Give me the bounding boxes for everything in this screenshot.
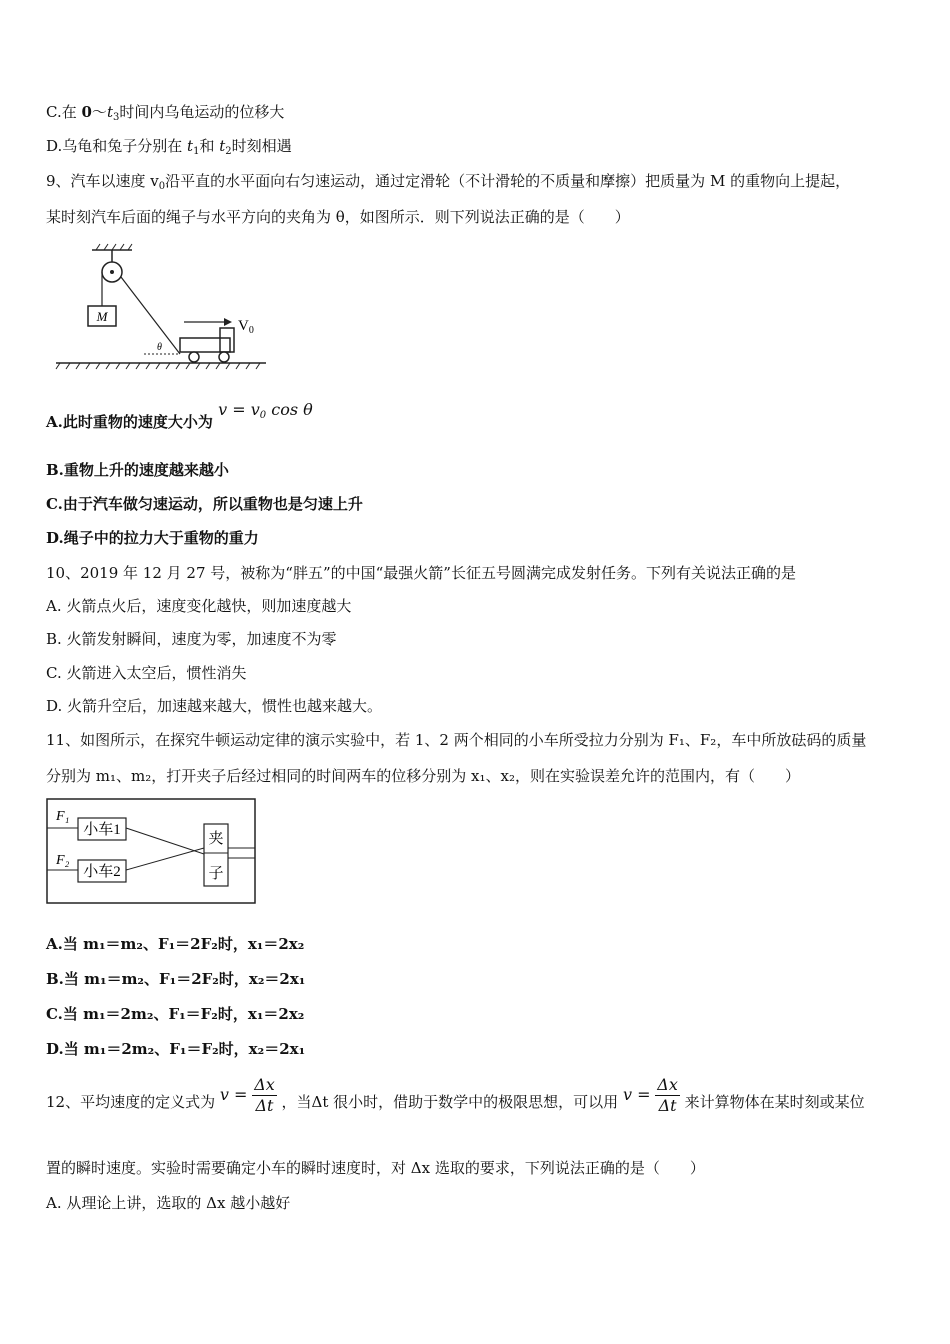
q11-stem-line2: 分别为 m₁、m₂，打开夹子后经过相同的时间两车的位移分别为 x₁、x₂，则在实验误差允许的范围内，有（ ）: [46, 767, 800, 785]
q10-option-b: B. 火箭发射瞬间，速度为零，加速度不为零: [46, 630, 337, 648]
mass-label: M: [96, 309, 108, 324]
q10-option-a: A. 火箭点火后，速度变化越快，则加速度越大: [46, 597, 352, 615]
q12-stem-line2: 置的瞬时速度。实验时需要确定小车的瞬时速度时，对 Δx 选取的要求，下列说法正确的是（ ）: [46, 1159, 705, 1177]
q11-option-a: A.当 m₁＝m₂、F₁＝2F₂时，x₁＝2x₂: [46, 935, 305, 953]
q12-fraction-2: $\frac{\Delta x}{\Delta t}$: [657, 1074, 678, 1115]
q12-fraction-1: $\frac{\Delta x}{\Delta t}$: [254, 1074, 275, 1115]
angle-label: θ: [157, 342, 162, 353]
q8-option-d: D.乌龟和兔子分别在 $t_1$和 $t_2$时刻相遇: [46, 137, 292, 157]
q11-stem-line1: 11、如图所示，在探究牛顿运动定律的演示实验中，若 1、2 两个相同的小车所受拉力分别为 F₁、F₂，车中所放砝码的质量: [46, 731, 867, 749]
q9-option-a: A.此时重物的速度大小为 $v = v_0$ cos θ: [46, 400, 313, 431]
q9-option-a-formula: $v = v_0$ cos θ: [218, 400, 313, 421]
q12-stem-line1: 12、平均速度的定义式为 v = $\frac{\Delta x}{\Delta t}$ ，当Δt 很小时，借助于数学中的极限思想，可以用 v = $\frac{\Delta x}{\Delta t}$ 来计算物体在某时刻或某位: [46, 1074, 865, 1115]
f1-label: F₁: [56, 809, 70, 824]
q8-option-c: C.在 $0\sim t_3$时间内乌龟运动的位移大: [46, 103, 285, 123]
q9-option-b: B.重物上升的速度越来越小: [46, 461, 229, 479]
cart-1-label: 小车1: [83, 822, 121, 838]
q9-pulley-figure: [52, 242, 272, 377]
q10-option-d: D. 火箭升空后，加速越来越大，惯性也越来越大。: [46, 697, 383, 715]
q9-option-c: C.由于汽车做匀速运动，所以重物也是匀速上升: [46, 495, 363, 513]
cart-2-label: 小车2: [83, 864, 121, 880]
clip-bottom-label: 子: [208, 866, 224, 882]
q9-stem-line1: 9、汽车以速度 $v_0$沿平直的水平面向右匀速运动，通过定滑轮（不计滑轮的不质量和摩擦）把质量为 M 的重物向上提起，: [46, 172, 851, 192]
q11-cart-figure: [46, 798, 258, 906]
q12-option-a: A. 从理论上讲，选取的 Δx 越小越好: [46, 1194, 291, 1212]
q10-option-c: C. 火箭进入太空后，惯性消失: [46, 664, 247, 682]
q11-option-c: C.当 m₁＝2m₂、F₁＝F₂时，x₁＝2x₂: [46, 1005, 305, 1023]
q11-option-d: D.当 m₁＝2m₂、F₁＝F₂时，x₂＝2x₁: [46, 1040, 306, 1058]
q10-stem: 10、2019 年 12 月 27 号，被称为“胖五”的中国“最强火箭”长征五号圆满完成发射任务。下列有关说法正确的是: [46, 564, 796, 582]
q9-option-d: D.绳子中的拉力大于重物的重力: [46, 529, 259, 547]
clip-top-label: 夹: [208, 831, 224, 847]
velocity-label: $V_0$: [238, 318, 254, 336]
q11-option-b: B.当 m₁＝m₂、F₁＝2F₂时，x₂＝2x₁: [46, 970, 306, 988]
truck-body: [180, 338, 230, 352]
f2-label: F₂: [56, 853, 70, 868]
q9-stem-line2: 某时刻汽车后面的绳子与水平方向的夹角为 θ，如图所示．则下列说法正确的是（ ）: [46, 208, 630, 226]
